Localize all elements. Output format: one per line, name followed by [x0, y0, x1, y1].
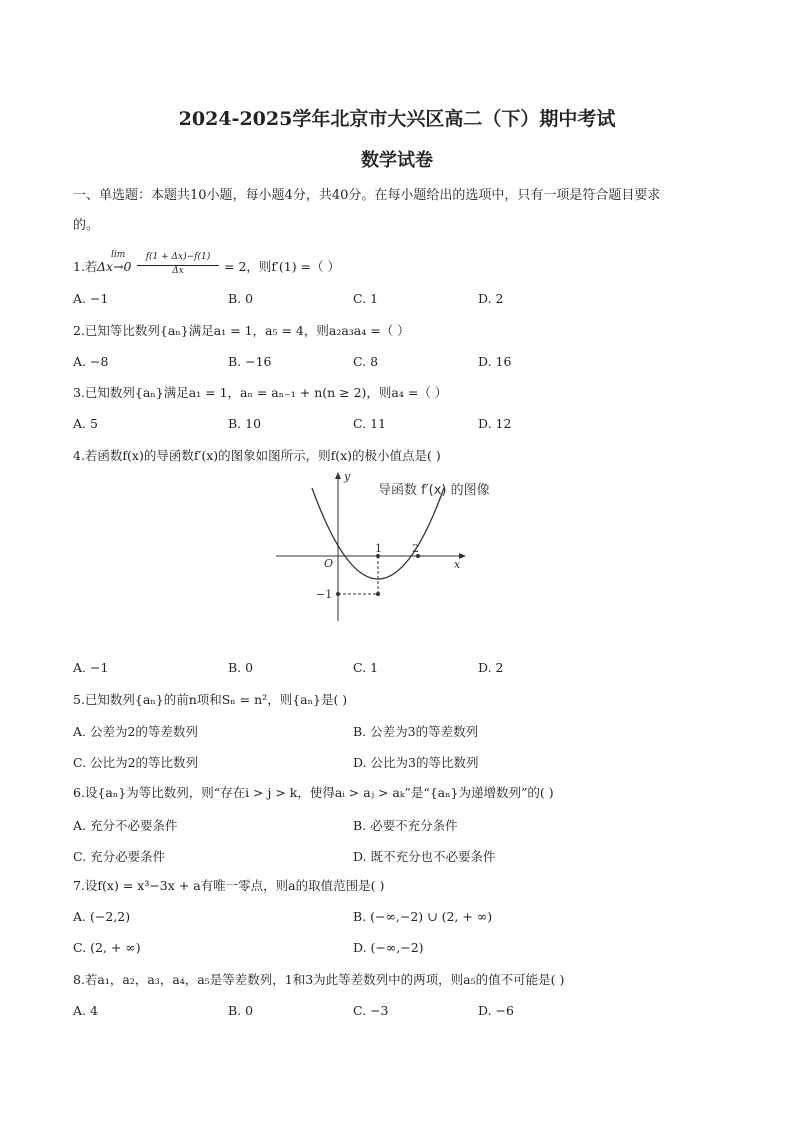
origin-label: O [324, 557, 334, 570]
x-axis-label: x [454, 558, 461, 571]
q2-option-d[interactable]: D. 16 [478, 354, 512, 369]
question-8-stem: 8.若a₁，a₂，a₃，a₄，a₅是等差数列，1和3为此等差数列中的两项，则a₅的值不可能是( ) [73, 972, 565, 987]
q3-option-a[interactable]: A. 5 [73, 416, 98, 431]
question-3-stem: 3.已知数列{aₙ}满足a₁ = 1，aₙ = aₙ₋₁ + n(n ≥ 2)，则a₄ =（ ） [73, 385, 448, 400]
q2-option-c[interactable]: C. 8 [353, 354, 379, 369]
q7-option-c[interactable]: C. (2, + ∞) [73, 940, 141, 955]
question-7-stem: 7.设f(x) = x³−3x + a有唯一零点，则a的取值范围是( ) [73, 878, 385, 893]
q6-option-a[interactable]: A. 充分不必要条件 [73, 818, 178, 833]
q3-option-b[interactable]: B. 10 [228, 416, 262, 431]
q1-limvar: Δx→0 [97, 259, 132, 274]
q2-option-a[interactable]: A. −8 [73, 354, 109, 369]
exam-title: 2024-2025学年北京市大兴区高二（下）期中考试 [178, 108, 616, 130]
q8-option-c[interactable]: C. −3 [353, 1003, 389, 1018]
q3-option-c[interactable]: C. 11 [353, 416, 386, 431]
q1-option-c[interactable]: C. 1 [353, 291, 379, 306]
q6-option-d[interactable]: D. 既不充分也不必要条件 [353, 849, 496, 864]
y-axis-arrow [335, 472, 341, 479]
q1-denominator: Δx [172, 266, 184, 276]
q5-option-c[interactable]: C. 公比为2的等比数列 [73, 755, 199, 770]
q1-option-a[interactable]: A. −1 [73, 291, 109, 306]
q4-option-b[interactable]: B. 0 [228, 660, 254, 675]
q7-option-a[interactable]: A. (−2,2) [73, 909, 131, 924]
question-5-stem: 5.已知数列{aₙ}的前n项和Sₙ = n²，则{aₙ}是( ) [73, 692, 348, 707]
q4-option-a[interactable]: A. −1 [73, 660, 109, 675]
question-6-stem: 6.设{aₙ}为等比数列，则“存在i > j > k，使得aᵢ > aⱼ > aₖ”是“{aₙ}为递增数列”的( ) [73, 785, 554, 800]
q8-option-a[interactable]: A. 4 [73, 1003, 98, 1018]
section-instructions-line1: 一、单选题：本题共10小题，每小题4分，共40分。在每小题给出的选项中，只有一项是符合题目要求 [73, 188, 661, 203]
q6-option-b[interactable]: B. 必要不充分条件 [353, 818, 458, 833]
q5-option-d[interactable]: D. 公比为3的等比数列 [353, 755, 479, 770]
q8-option-d[interactable]: D. −6 [478, 1003, 514, 1018]
q7-option-b[interactable]: B. (−∞,−2) ∪ (2, + ∞) [353, 909, 493, 924]
tick-label-1: 1 [375, 542, 382, 555]
tick-label-2: 2 [412, 542, 419, 555]
q3-option-d[interactable]: D. 12 [478, 416, 512, 431]
q4-option-c[interactable]: C. 1 [353, 660, 379, 675]
q1-option-d[interactable]: D. 2 [478, 291, 504, 306]
q5-option-b[interactable]: B. 公差为3的等差数列 [353, 724, 479, 739]
q1-prefix: 1.若 [73, 259, 98, 274]
question-4-stem: 4.若函数f(x)的导函数f′(x)的图象如图所示，则f(x)的极小值点是( ) [73, 448, 441, 463]
q2-option-b[interactable]: B. −16 [228, 354, 272, 369]
point-1-m1 [376, 592, 380, 596]
derivative-graph-figure [268, 466, 528, 630]
question-2-stem: 2.已知等比数列{aₙ}满足a₁ = 1，a₅ = 4，则a₂a₃a₄ =（ ） [73, 323, 410, 338]
q7-option-d[interactable]: D. (−∞,−2) [353, 940, 424, 955]
exam-subtitle: 数学试卷 [361, 150, 433, 171]
section-instructions-line2: 的。 [73, 218, 100, 233]
q6-option-c[interactable]: C. 充分必要条件 [73, 849, 166, 864]
q5-option-a[interactable]: A. 公差为2的等差数列 [73, 724, 198, 739]
q1-lim: lim [111, 250, 126, 260]
point-0-m1 [336, 592, 340, 596]
q1-numerator: f(1 + Δx)−f(1) [145, 252, 211, 262]
tick-label-minus-1: −1 [316, 588, 333, 601]
q8-option-b[interactable]: B. 0 [228, 1003, 254, 1018]
q1-suffix: = 2，则f′(1) =（ ） [224, 259, 340, 274]
q1-option-b[interactable]: B. 0 [228, 291, 254, 306]
figure-caption: 导函数 f′(x) 的图像 [378, 483, 490, 498]
q4-option-d[interactable]: D. 2 [478, 660, 504, 675]
y-axis-label: y [344, 470, 351, 483]
